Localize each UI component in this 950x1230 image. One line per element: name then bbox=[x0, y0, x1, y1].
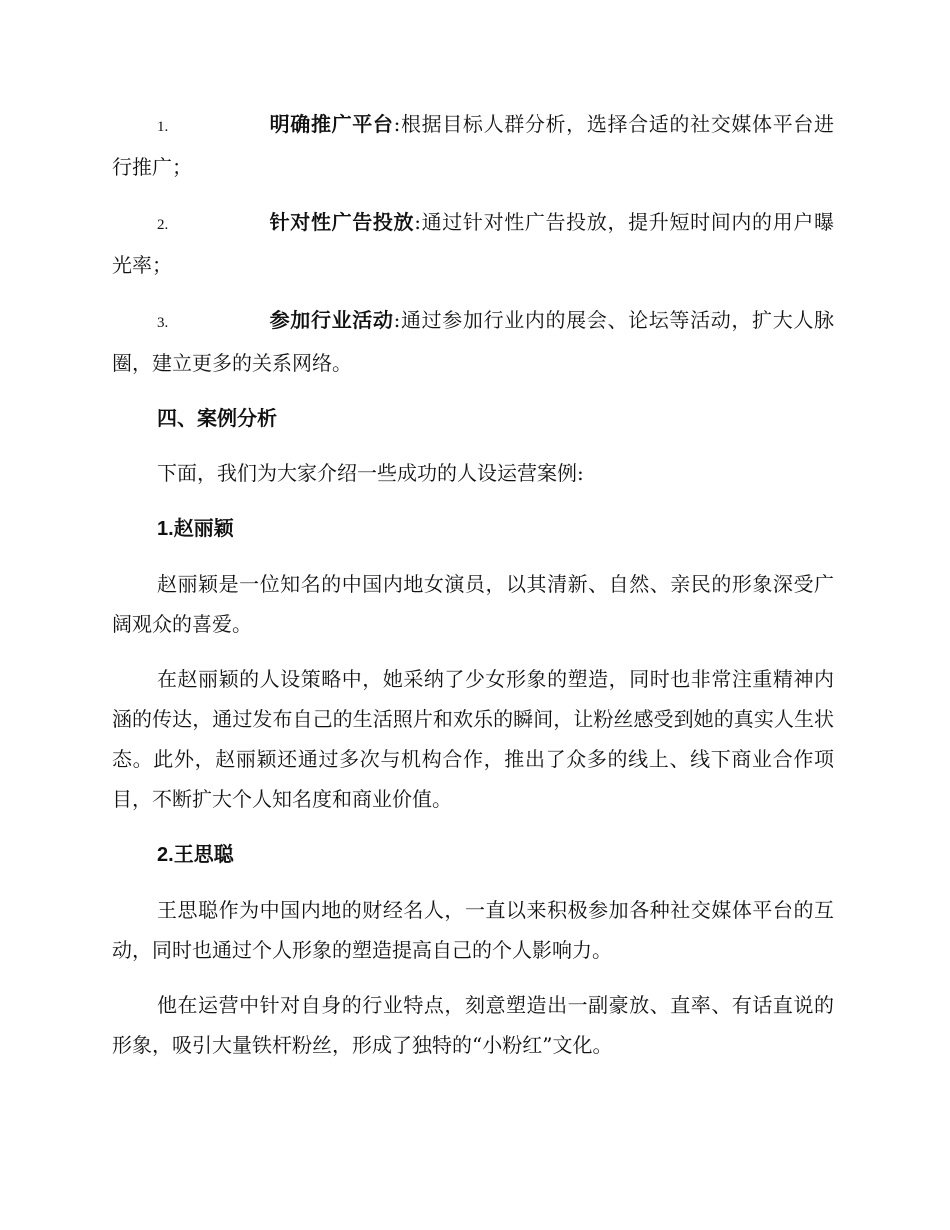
case-paragraph: 在赵丽颖的人设策略中，她采纳了少女形象的塑造，同时也非常注重精神内涵的传达，通过发布自己的生活照片和欢乐的瞬间，让粉丝感受到她的真实人生状态。此外，赵丽颖还通过多次与机构合作，推出了众多的线上、线下商业合作项目，不断扩大个人知名度和商业价值。 bbox=[112, 667, 834, 811]
list-text: 根据目标人群分析，选择合适的社交媒体平台进行推广； bbox=[112, 112, 834, 179]
case-number: 1. bbox=[157, 518, 174, 540]
case-heading bbox=[112, 834, 834, 875]
list-term: 参加行业活动 bbox=[269, 308, 394, 332]
list-item bbox=[112, 104, 834, 187]
case-name: 王思聪 bbox=[173, 842, 234, 866]
list-separator: : bbox=[414, 210, 421, 234]
list-text: 通过针对性广告投放，提升短时间内的用户曝光率； bbox=[112, 210, 835, 277]
list-number: 3. bbox=[157, 315, 169, 331]
list-item bbox=[112, 300, 834, 383]
case-heading bbox=[112, 508, 834, 549]
intro-paragraph: 下面，我们为大家介绍一些成功的人设运营案例: bbox=[157, 461, 584, 485]
case-paragraph: 赵丽颖是一位知名的中国内地女演员，以其清新、自然、亲民的形象深受广阔观众的喜爱。 bbox=[112, 572, 834, 636]
case-paragraph: 他在运营中针对自身的行业特点，刻意塑造出一副豪放、直率、有话直说的形象，吸引大量铁杆粉丝，形成了独特的“小粉红”文化。 bbox=[112, 993, 834, 1057]
list-number: 2. bbox=[157, 217, 169, 233]
document-body bbox=[112, 104, 834, 1080]
case-name: 赵丽颖 bbox=[173, 516, 234, 540]
list-number: 1. bbox=[157, 119, 169, 135]
list-item bbox=[112, 202, 834, 285]
list-term: 明确推广平台 bbox=[269, 112, 394, 136]
case-paragraph: 王思聪作为中国内地的财经名人，一直以来积极参加各种社交媒体平台的互动，同时也通过个人形象的塑造提高自己的个人影响力。 bbox=[112, 898, 834, 962]
list-text: 通过参加行业内的展会、论坛等活动，扩大人脉圈，建立更多的关系网络。 bbox=[112, 308, 834, 375]
list-separator: : bbox=[393, 308, 401, 332]
list-separator: : bbox=[393, 112, 401, 136]
case-number: 2. bbox=[157, 844, 174, 866]
list-term: 针对性广告投放 bbox=[269, 210, 415, 234]
section-heading: 四、案例分析 bbox=[157, 406, 277, 430]
